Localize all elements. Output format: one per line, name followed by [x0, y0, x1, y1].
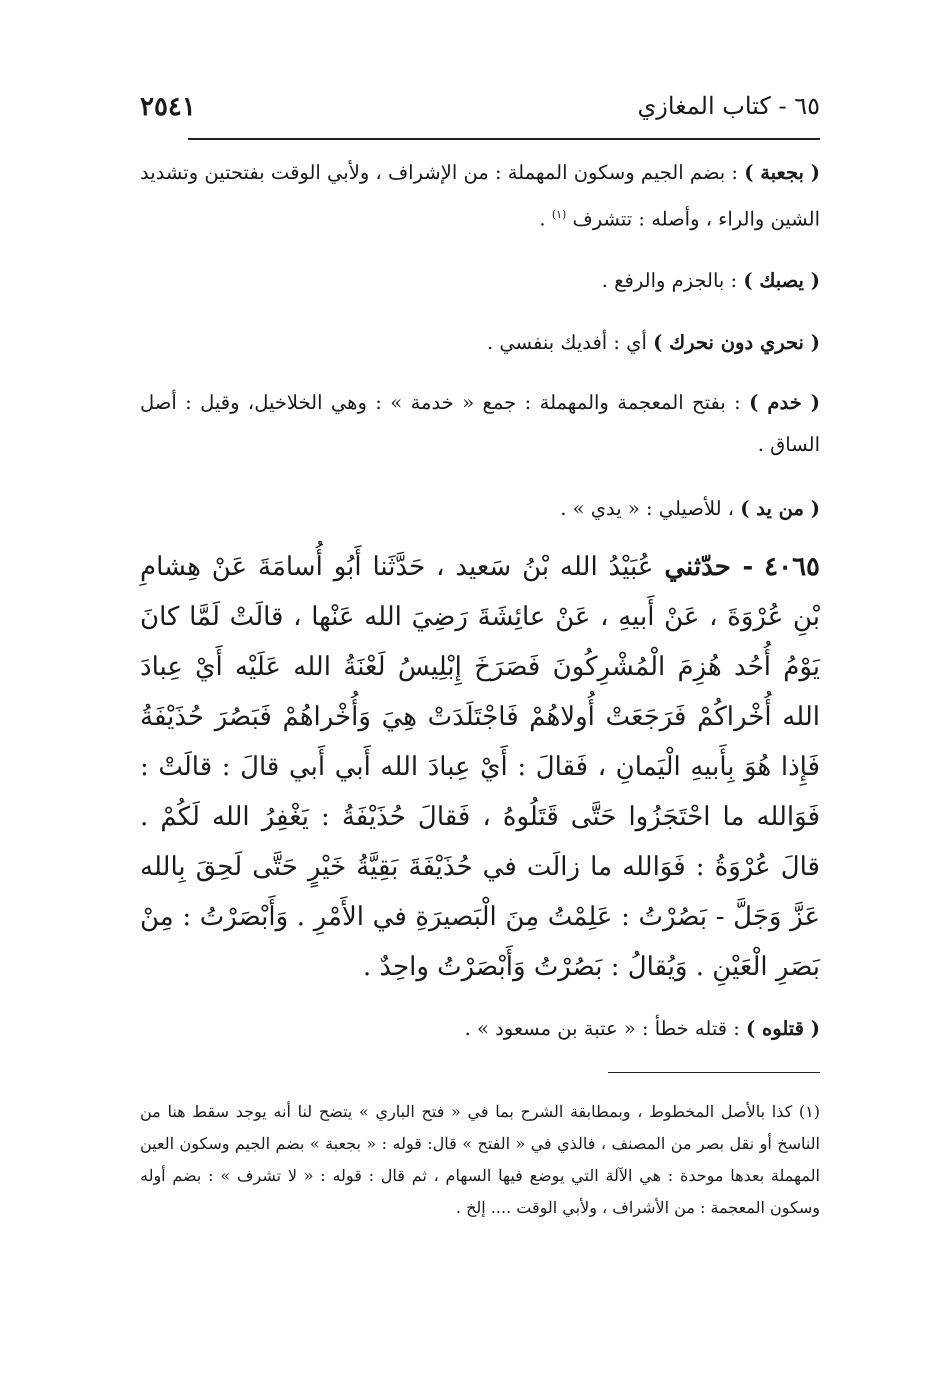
gloss-entry: [140, 260, 820, 302]
gloss-text: : بفتح المعجمة والمهملة : جمع « خدمة » : وهي الخلاخيل، وقيل : أصل الساق .: [140, 391, 820, 456]
gloss-text: أي : أفديك بنفسي .: [486, 331, 654, 354]
gloss-text: ، للأصيلي : « يدي » .: [560, 497, 741, 520]
gloss-entry: [140, 1008, 820, 1050]
gloss-entry: [140, 322, 820, 364]
hadith-number: ٤٠٦٥: [764, 552, 821, 582]
header-rule: [188, 138, 820, 140]
gloss-text: : بضم الجيم وسكون المهملة : من الإشراف ، ولأبي الوقت بفتحتين وتشديد الشين والراء ، وأصله : تتشرف: [140, 161, 820, 231]
gloss-headword: ( قتلوه ): [746, 1017, 820, 1040]
footnote: (١) كذا بالأصل المخطوط ، وبمطابقة الشرح بما في « فتح الباري » يتضح لنا أنه يوجد سقط هنا من الناسخ أو نقل بصر من المصنف ، فالذي في « الفتح » قال: قوله : « بجعبة » بضم الجيم وسكون العين المهملة بعدها موحدة : هي الآلة التي يوضع فيها السهام ، ثم قال : قوله : « لا تشرف » : بضم أوله وسكون المعجمة : من الأشراف ، ولأبي الوقت .... إلخ .: [140, 1102, 821, 1217]
footnote-ref: (١): [551, 208, 567, 221]
page-header: [140, 92, 820, 132]
gloss-tail: .: [539, 207, 552, 231]
hadith-lead: حدّثني: [664, 552, 731, 582]
hadith-body: عُبَيْدُ الله بْنُ سَعيد ، حَدَّثَنا أَبُو أُسامَةَ عَنْ هِشامِ بْنِ عُرْوَةَ ، عَنْ أَبيهِ ، عَنْ عائِشَةَ رَضِيَ الله عَنْها ، قالَتْ لَمَّا كانَ يَوْمُ أُحُد هُزِمَ الْمُشْرِكُونَ فَصَرَخَ إِبْلِيسُ لَعْنَةُ الله عَلَيْه أَيْ عِبادَ الله أُخْراكُمْ فَرَجَعَتْ أُولاهُمْ فَاجْتَلَدَتْ هِيَ وَأُخْراهُمْ فَبَصُرَ حُذَيْفَةُ فَإِذا هُوَ بِأَبيهِ الْيَمانِ ، فَقالَ : أَيْ عِبادَ الله أَبي أَبي قالَ : قالَتْ : فَوَالله ما احْتَجَزُوا حَتَّى قَتَلُوهُ ، فَقالَ حُذَيْفَةُ : يَغْفِرُ الله لَكُمْ . قالَ عُرْوَةُ : فَوَالله ما زالَت في حُذَيْفَةَ بَقِيَّةُ خَيْرٍ حَتَّى لَحِقَ بِالله عَزَّ وَجَلَّ - بَصُرْتُ : عَلِمْتُ مِنَ الْبَصيرَةِ في الأَمْرِ . وَأَبْصَرْتُ : مِنْ بَصَرِ الْعَيْنِ . وَيُقالُ : بَصُرْتُ وَأَبْصَرْتُ واحِدٌ .: [140, 552, 820, 982]
gloss-entry: [140, 152, 820, 241]
gloss-headword: ( يصبك ): [743, 269, 820, 292]
gloss-text: : قتله خطأ : « عتبة بن مسعود » .: [464, 1017, 747, 1040]
gloss-entry: [140, 488, 820, 530]
running-title: ٦٥ - كتاب المغازي: [637, 92, 820, 120]
gloss-headword: ( بجعبة ): [744, 161, 820, 184]
gloss-text: : بالجزم والرفع .: [601, 269, 744, 292]
gloss-entry: [140, 382, 820, 466]
gloss-headword: ( نحري دون نحرك ): [653, 331, 820, 354]
page-number: ٢٥٤١: [140, 92, 196, 122]
gloss-headword: ( من يد ): [740, 497, 820, 520]
hadith-text: ٤٠٦٥ - حدّثني عُبَيْدُ الله بْنُ سَعيد ، حَدَّثَنا أَبُو أُسامَةَ عَنْ هِشامِ بْنِ عُرْوَةَ ، عَنْ أَبيهِ ، عَنْ عائِشَةَ رَضِيَ الله عَنْها ، قالَتْ لَمَّا كانَ يَوْمُ أُحُد هُزِمَ الْمُشْرِكُونَ فَصَرَخَ إِبْلِيسُ لَعْنَةُ الله عَلَيْه أَيْ عِبادَ الله أُخْراكُمْ فَرَجَعَتْ أُولاهُمْ فَاجْتَلَدَتْ هِيَ وَأُخْراهُمْ فَبَصُرَ حُذَيْفَةُ فَإِذا هُوَ بِأَبيهِ الْيَمانِ ، فَقالَ : أَيْ عِبادَ الله أَبي أَبي قالَ : قالَتْ : فَوَالله ما احْتَجَزُوا حَتَّى قَتَلُوهُ ، فَقالَ حُذَيْفَةُ : يَغْفِرُ الله لَكُمْ . قالَ عُرْوَةُ : فَوَالله ما زالَت في حُذَيْفَةَ بَقِيَّةُ خَيْرٍ حَتَّى لَحِقَ بِالله عَزَّ وَجَلَّ - بَصُرْتُ : عَلِمْتُ مِنَ الْبَصيرَةِ في الأَمْرِ . وَأَبْصَرْتُ : مِنْ بَصَرِ الْعَيْنِ . وَيُقالُ : بَصُرْتُ وَأَبْصَرْتُ واحِدٌ .: [140, 552, 821, 982]
gloss-headword: ( خدم ): [749, 391, 820, 414]
footnote-rule: [608, 1072, 820, 1073]
